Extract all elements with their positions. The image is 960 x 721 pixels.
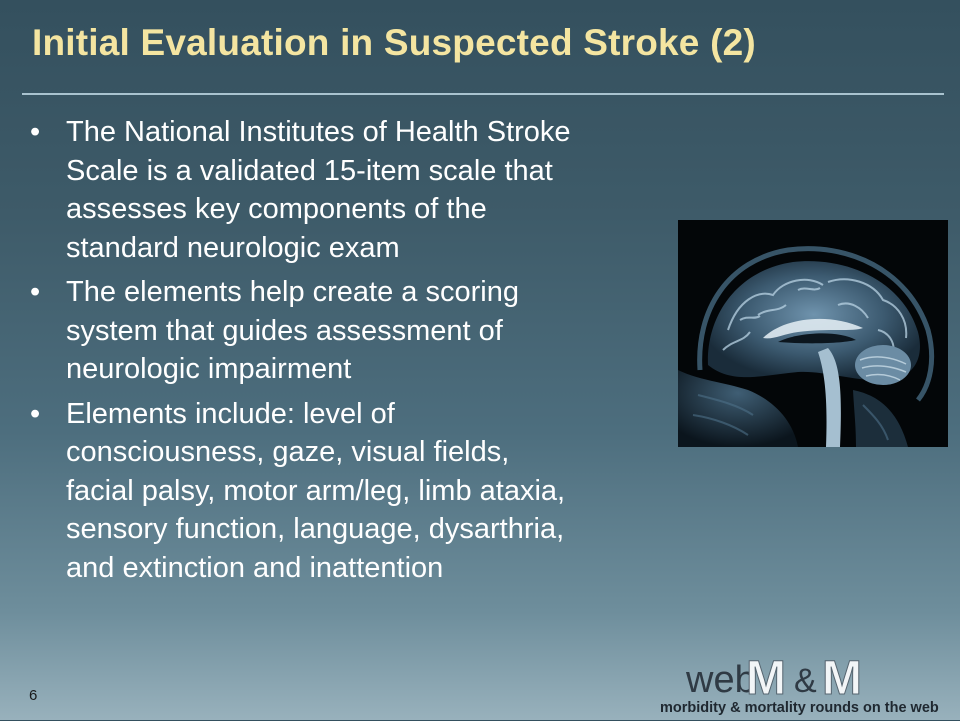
logo-web: web <box>686 659 756 701</box>
logo-ampersand: & <box>794 662 817 700</box>
bullet-item <box>28 395 728 588</box>
brain-mri-image <box>678 220 948 447</box>
bullet-line: The National Institutes of Health Stroke <box>66 116 571 148</box>
bullet-line: neurologic impairment <box>66 353 352 385</box>
bullet-line: and extinction and inattention <box>66 551 444 584</box>
bullet-line: sensory function, language, dysarthria, <box>66 513 565 545</box>
bullet-line: standard neurologic exam <box>66 231 400 264</box>
bullet-line: system that guides assessment of <box>66 314 503 347</box>
slide-title: Initial Evaluation in Suspected Stroke (2) <box>32 22 756 63</box>
bullet-marker: • <box>30 116 41 148</box>
title-divider <box>22 93 944 95</box>
logo-tagline: morbidity & mortality rounds on the web <box>660 700 939 716</box>
bullet-line: Elements include: level of <box>66 397 395 430</box>
bullet-marker: • <box>30 276 41 308</box>
bullet-line: Scale is a validated 15-item scale that <box>66 154 553 187</box>
bullet-item <box>28 273 728 389</box>
bullet-line: The elements help create a scoring <box>66 276 519 308</box>
bullet-marker: • <box>30 397 41 430</box>
bullet-list <box>28 113 728 593</box>
bullet-item <box>28 113 728 267</box>
logo-m-first: M <box>746 654 786 705</box>
bullet-line: consciousness, gaze, visual fields, <box>66 436 510 468</box>
webmm-logo <box>646 654 946 716</box>
bullet-line: assesses key components of the <box>66 193 487 225</box>
logo-m-second: M <box>822 654 862 705</box>
page-number: 6 <box>29 687 38 704</box>
bullet-line: facial palsy, motor arm/leg, limb ataxia, <box>66 474 566 507</box>
